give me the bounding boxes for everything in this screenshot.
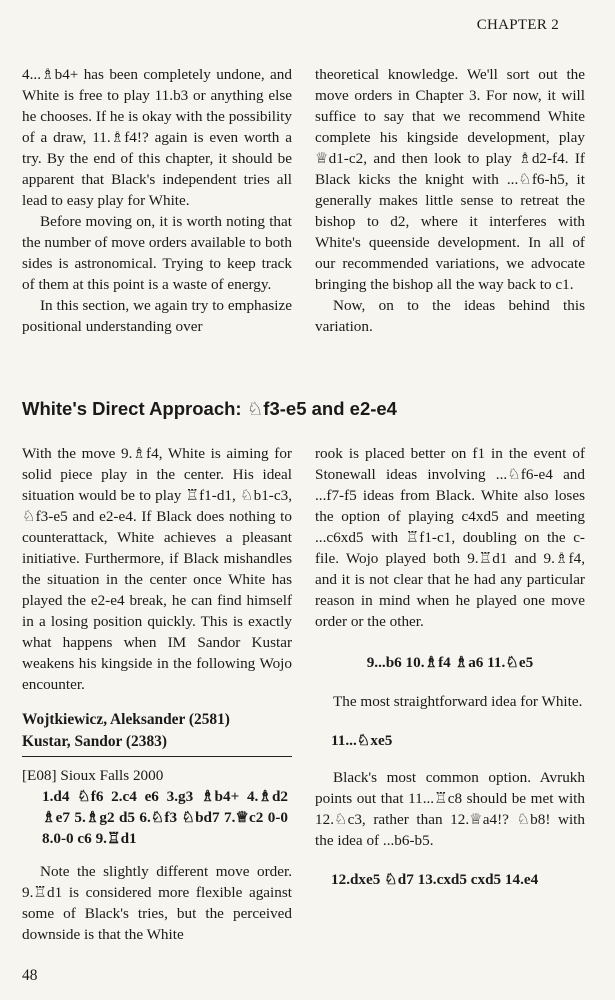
top-left-column: [22, 64, 292, 337]
paragraph: theoretical knowledge. We'll sort out the move orders in Chapter 3. For now, it will suffice to say that we recommend White complete his kingside development, play ♕d1-c2, and then look to play ♗d2-f4. If Black kicks the knight with ...♘f6-h5, it generally makes little sense to retreat the bishop to d2, where it interferes with White's queenside development. In all of our recommended variations, we advocate bringing the bishop all the way back to c1.: [315, 66, 585, 293]
game-moves: 12.dxe5 ♘d7 13.cxd5 cxd5 14.e4: [331, 871, 539, 888]
paragraph: Now, on to the ideas behind this variation.: [315, 297, 585, 335]
bottom-right-column: [315, 443, 585, 906]
game-moves: 11...♘xe5: [331, 732, 393, 749]
divider: [22, 756, 292, 757]
game-players: [22, 709, 292, 753]
paragraph: Before moving on, it is worth noting that the number of move orders available to both sides is astronomical. Trying to keep track of them at this point is a waste of energy.: [22, 213, 292, 293]
section-title: White's Direct Approach: ♘f3-e5 and e2-e4: [22, 398, 397, 419]
game-moves: 1.d4 ♘f6 2.c4 e6 3.g3 ♗b4+ 4.♗d2 ♗e7 5.♗g2 d5 6.♘f3 ♘bd7 7.♕c2 0-0 8.0-0 c6 9.♖d1: [42, 788, 288, 847]
page-number: 48: [22, 967, 38, 984]
paragraph: rook is placed better on f1 in the event of Stonewall ideas involving ...♘f6-e4 and ...f7-f5 ideas from Black. White also loses the option of playing c4xd5 and meeting ...c6xd5 with ♖f1-c1, doubling on the c-file. Wojo played both 9.♖d1 and 9.♗f4, and it is not clear that he had any particular reason in mind when he played one move order or the other.: [315, 445, 585, 630]
player-white: Wojtkiewicz, Aleksander (2581): [22, 711, 230, 728]
paragraph: Note the slightly different move order. 9.♖d1 is considered more flexible against some of Black's tries, but the perceived downside is that the White: [22, 863, 292, 943]
paragraph: The most straightforward idea for White.: [333, 693, 583, 710]
chapter-header: CHAPTER 2: [476, 17, 559, 33]
paragraph: 4...♗b4+ has been completely undone, and White is free to play 11.b3 or anything else he chooses. If he is okay with the possibility of a draw, 11.♗f4!? again is even worth a try. By the end of this chapter, it should be apparent that Black's independent tries all lead to easy play for White.: [22, 66, 292, 209]
game-event: [E08] Sioux Falls 2000: [22, 767, 164, 784]
top-right-column: [315, 64, 585, 337]
player-black: Kustar, Sandor (2383): [22, 733, 167, 750]
game-moves: 9...b6 10.♗f4 ♗a6 11.♘e5: [366, 654, 534, 671]
paragraph: Black's most common option. Avrukh points out that 11...♖c8 should be met with 12.♘c3, rather than 12.♕a4!? ♘b8! with the idea of ...b6-b5.: [315, 769, 585, 849]
bottom-left-column: [22, 443, 292, 945]
paragraph: In this section, we again try to emphasize positional understanding over: [22, 297, 292, 335]
paragraph: With the move 9.♗f4, White is aiming for solid piece play in the center. His ideal situation would be to play ♖f1-d1, ♘b1-c3, ♘f3-e5 and e2-e4. If Black does nothing to counterattack, White achieves a pleasant initiative. Furthermore, if Black mishandles the situation in the center once White has played the e2-e4 break, he can find himself in a losing position quickly. This is exactly what happens when IM Sandor Kustar weakens his kingside in the following Wojo encounter.: [22, 445, 292, 693]
